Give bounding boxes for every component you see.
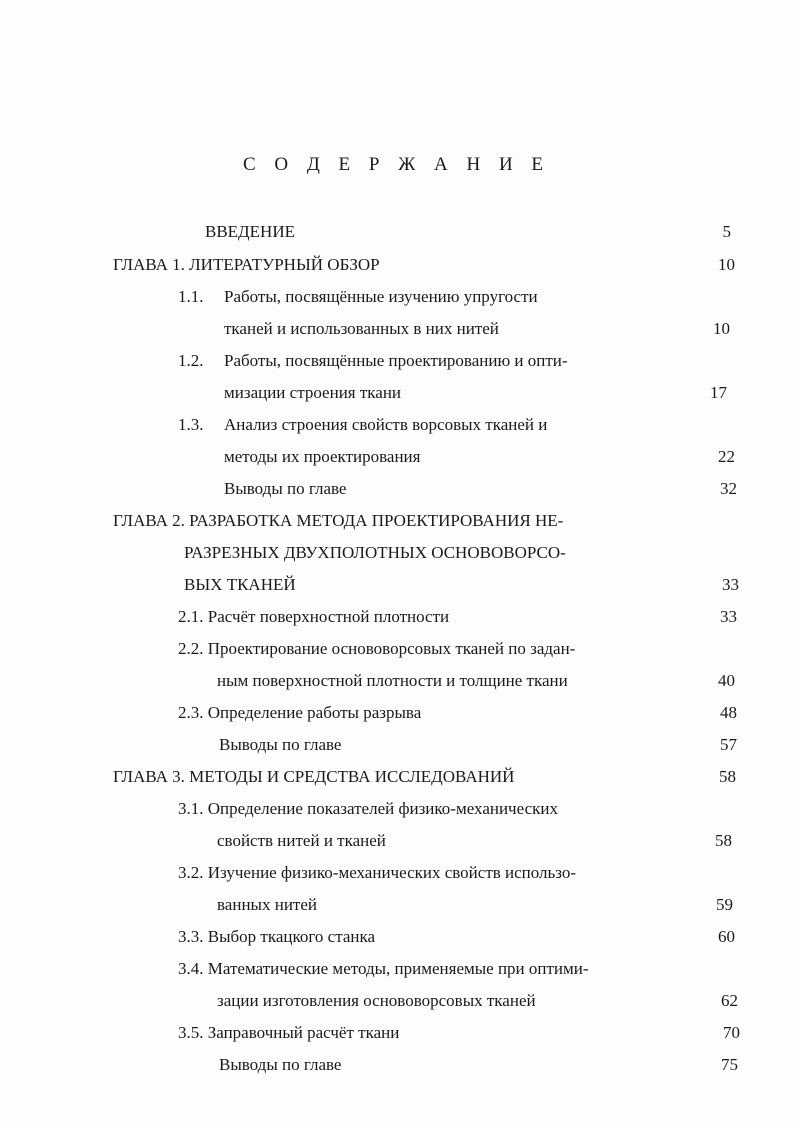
page-title: С О Д Е Р Ж А Н И Е [242,154,551,175]
toc-page-number: 58 [719,767,736,786]
toc-entry-chapter-3: ГЛАВА 3. МЕТОДЫ И СРЕДСТВА ИССЛЕДОВАНИЙ [113,767,515,786]
toc-page-number: 60 [718,927,735,946]
toc-entry-number: 1.1. [178,287,204,306]
toc-entry-3-2: 3.2. Изучение физико-механических свойств использо- [178,863,577,882]
toc-entry-continuation: тканей и использованных в них нитей [224,319,499,338]
toc-entry-continuation: ванных нитей [217,895,317,914]
toc-entry-1-2: Работы, посвящённые проектированию и опти- [224,351,568,370]
toc-page-number: 33 [720,607,737,626]
toc-page-number: 33 [722,575,739,594]
toc-entry-continuation: методы их проектирования [224,447,421,466]
toc-page-number: 40 [718,671,735,690]
toc-entry-continuation: мизации строения ткани [224,383,402,402]
toc-page-number: 5 [722,222,731,241]
toc-page-number: 75 [721,1055,738,1074]
toc-page-number: 32 [720,479,737,498]
toc-page-number: 10 [718,255,735,274]
toc-entry-number: 1.3. [178,415,204,434]
toc-entry-chapter-conclusions: Выводы по главе [219,1055,342,1074]
toc-page-number: 59 [716,895,733,914]
toc-entry-continuation: ВЫХ ТКАНЕЙ [184,575,296,594]
toc-page-number: 62 [721,991,738,1010]
toc-entry-introduction: ВВЕДЕНИЕ [205,222,295,241]
toc-entry-2-2: 2.2. Проектирование основоворсовых тканей по задан- [178,639,576,658]
toc-page-number: 10 [713,319,730,338]
toc-page-number: 58 [715,831,732,850]
toc-page-number: 70 [723,1023,740,1042]
toc-entry-3-3: 3.3. Выбор ткацкого станка [178,927,376,946]
toc-entry-chapter-conclusions: Выводы по главе [219,735,342,754]
toc-page-number: 17 [710,383,727,402]
toc-entry-3-4: 3.4. Математические методы, применяемые при оптими- [178,959,589,978]
toc-entry-continuation: зации изготовления основоворсовых тканей [217,991,536,1010]
toc-entry-3-5: 3.5. Заправочный расчёт ткани [178,1023,400,1042]
toc-entry-2-3: 2.3. Определение работы разрыва [178,703,422,722]
toc-entry-continuation: свойств нитей и тканей [217,831,386,850]
toc-page-number: 22 [718,447,735,466]
toc-page-number: 57 [720,735,737,754]
toc-entry-chapter-conclusions: Выводы по главе [224,479,347,498]
toc-entry-chapter-2: ГЛАВА 2. РАЗРАБОТКА МЕТОДА ПРОЕКТИРОВАНИЯ НЕ- [113,511,564,530]
toc-entry-continuation: РАЗРЕЗНЫХ ДВУХПОЛОТНЫХ ОСНОВОВОРСО- [184,543,566,562]
toc-entry-number: 1.2. [178,351,204,370]
toc-entry-3-1: 3.1. Определение показателей физико-механических [178,799,558,818]
toc-page-number: 48 [720,703,737,722]
toc-entry-1-3: Анализ строения свойств ворсовых тканей и [224,415,548,434]
toc-entry-2-1: 2.1. Расчёт поверхностной плотности [178,607,450,626]
toc-entry-1-1: Работы, посвящённые изучению упругости [224,287,538,306]
toc-entry-continuation: ным поверхностной плотности и толщине ткани [217,671,568,690]
toc-entry-chapter-1: ГЛАВА 1. ЛИТЕРАТУРНЫЙ ОБЗОР [113,255,380,274]
